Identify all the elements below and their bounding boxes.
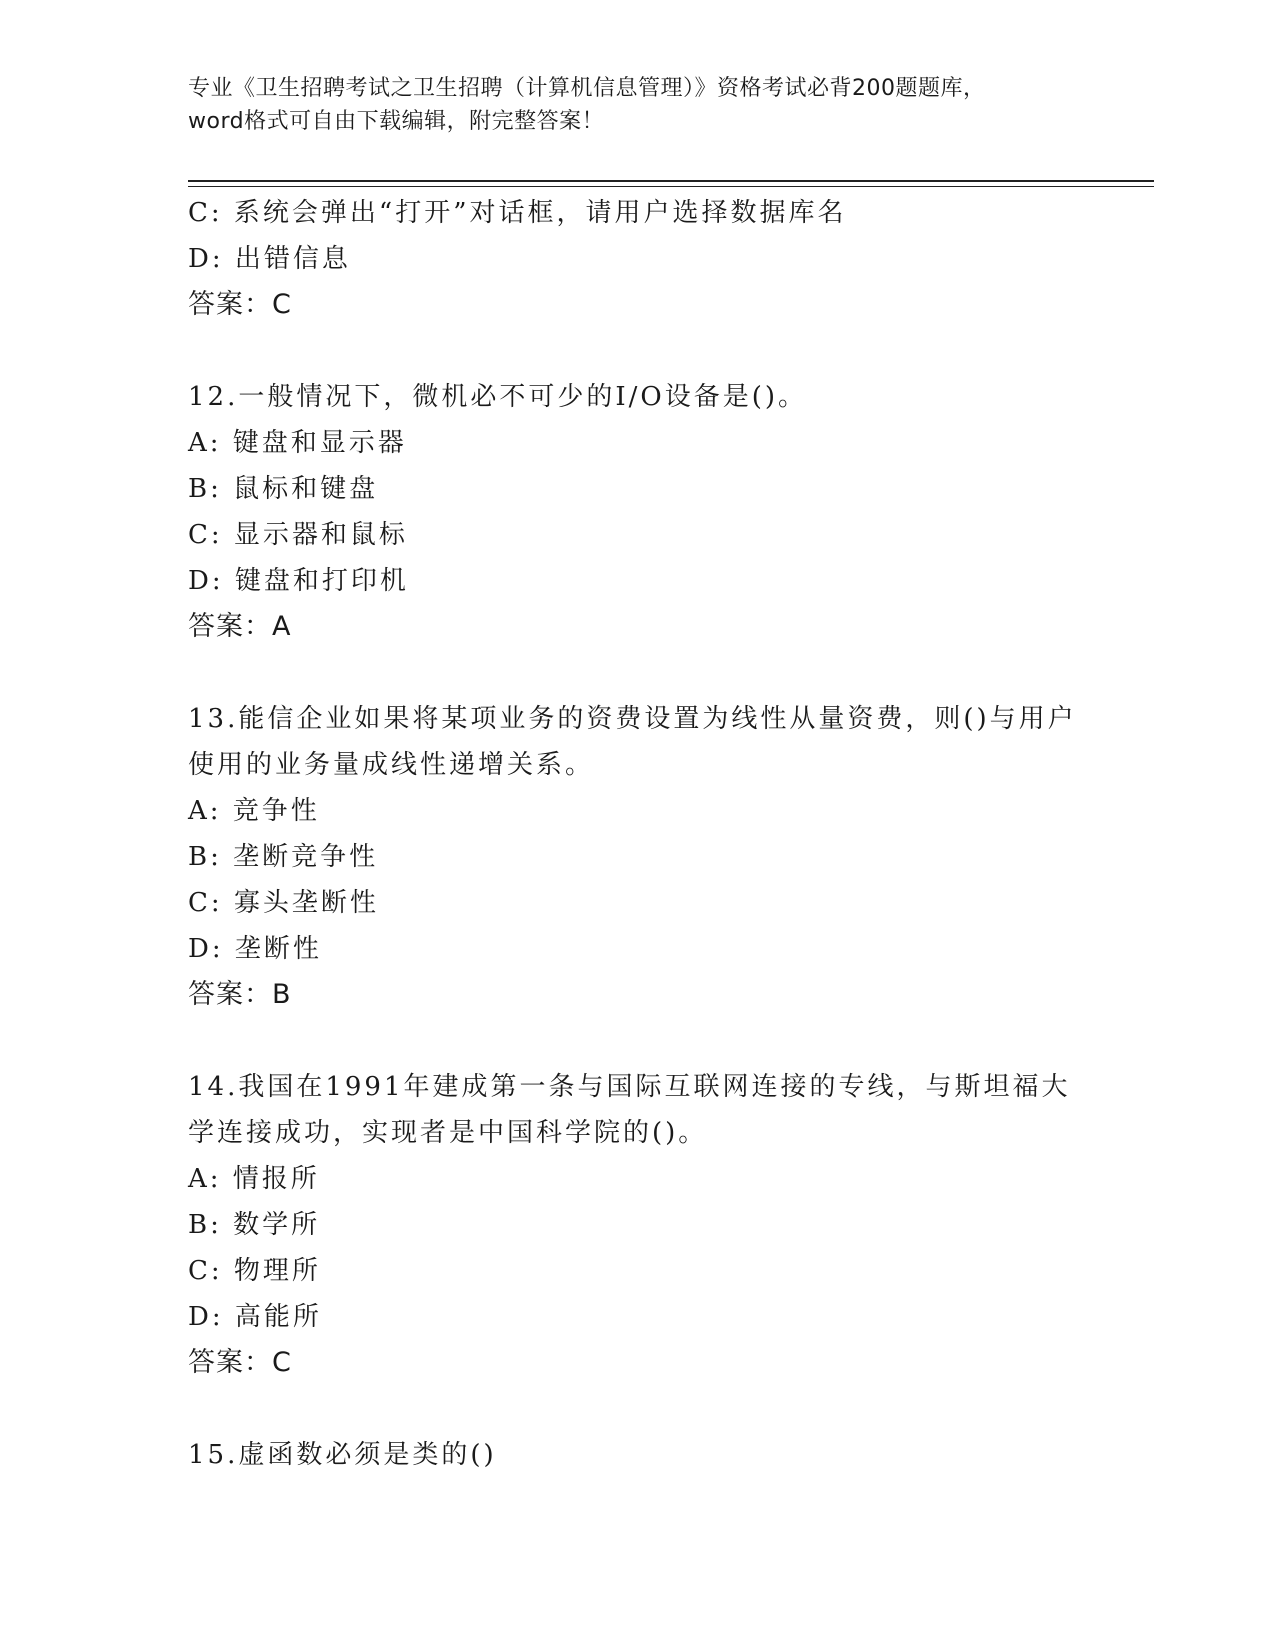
- option-b: B: 鼠标和键盘: [188, 474, 379, 504]
- spacer: [188, 650, 1088, 696]
- option-d: D: 出错信息: [188, 244, 351, 274]
- spacer: [188, 1386, 1088, 1432]
- option-d: D: 高能所: [188, 1302, 322, 1332]
- option-b: B: 数学所: [188, 1210, 321, 1240]
- option-d: D: 垄断性: [188, 934, 322, 964]
- spacer: [188, 1018, 1088, 1064]
- question-stem: 13.能信企业如果将某项业务的资费设置为线性从量资费，则()与用户: [188, 704, 1077, 734]
- header-divider: [188, 180, 1154, 182]
- question-list: [188, 190, 1088, 1478]
- question-12: [188, 374, 1088, 650]
- question-11-fragment: [188, 190, 1088, 328]
- option-a: A: 情报所: [188, 1164, 320, 1194]
- option-b: B: 垄断竞争性: [188, 842, 379, 872]
- option-a: A: 竞争性: [188, 796, 320, 826]
- question-stem-continued: 学连接成功，实现者是中国科学院的()。: [188, 1118, 708, 1148]
- option-c: C: 物理所: [188, 1256, 321, 1286]
- option-c: C: 寡头垄断性: [188, 888, 379, 918]
- document-header: [188, 72, 1088, 138]
- header-title-line-1: 专业《卫生招聘考试之卫生招聘（计算机信息管理）》资格考试必背200题题库，: [188, 76, 986, 101]
- question-15: [188, 1432, 1088, 1478]
- answer-line: 答案：C: [188, 1347, 292, 1378]
- answer-line: 答案：B: [188, 979, 292, 1010]
- option-a: A: 键盘和显示器: [188, 428, 407, 458]
- header-title-line-2: word格式可自由下载编辑，附完整答案！: [188, 109, 605, 134]
- question-stem: 15.虚函数必须是类的(): [188, 1440, 497, 1470]
- answer-line: 答案：A: [188, 611, 292, 642]
- question-stem: 14.我国在1991年建成第一条与国际互联网连接的专线，与斯坦福大: [188, 1072, 1071, 1102]
- question-stem: 12.一般情况下，微机必不可少的I/O设备是()。: [188, 382, 807, 412]
- question-stem-continued: 使用的业务量成线性递增关系。: [188, 750, 595, 780]
- option-c: C: 显示器和鼠标: [188, 520, 408, 550]
- question-13: [188, 696, 1088, 1018]
- spacer: [188, 328, 1088, 374]
- option-d: D: 键盘和打印机: [188, 566, 409, 596]
- answer-line: 答案：C: [188, 289, 292, 320]
- option-c: C: 系统会弹出“打开”对话框，请用户选择数据库名: [188, 198, 847, 228]
- question-14: [188, 1064, 1088, 1386]
